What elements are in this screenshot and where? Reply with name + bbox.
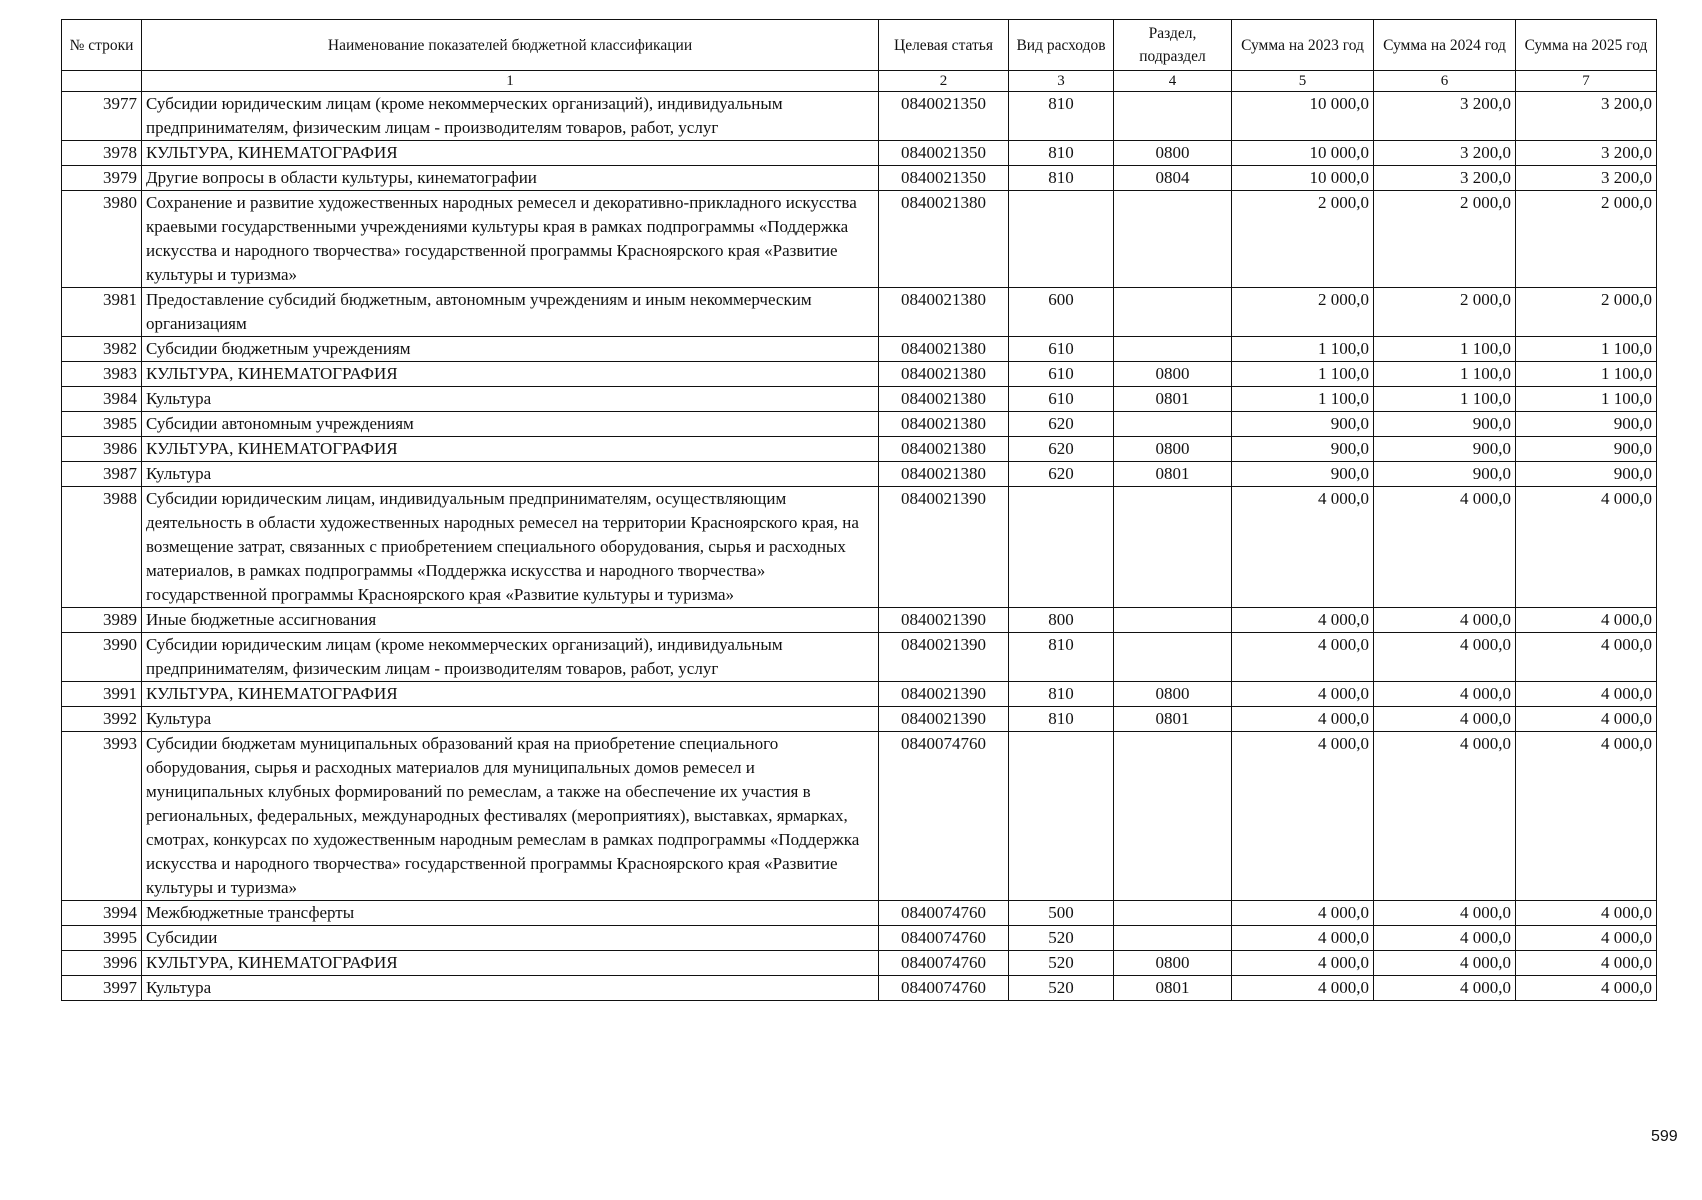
indicator-name: Культура	[142, 462, 879, 487]
target-article: 0840021390	[879, 633, 1009, 682]
expense-type: 810	[1009, 92, 1114, 141]
sum-2024: 3 200,0	[1374, 166, 1516, 191]
expense-type: 810	[1009, 707, 1114, 732]
sum-2024: 4 000,0	[1374, 732, 1516, 901]
sum-2024: 1 100,0	[1374, 387, 1516, 412]
sum-2023: 4 000,0	[1232, 901, 1374, 926]
sum-2023: 2 000,0	[1232, 191, 1374, 288]
row-number: 3983	[62, 362, 142, 387]
indicator-name: Культура	[142, 707, 879, 732]
expense-type: 620	[1009, 412, 1114, 437]
row-number: 3992	[62, 707, 142, 732]
sum-2024: 4 000,0	[1374, 487, 1516, 608]
header-section: Раздел, подраздел	[1114, 20, 1232, 71]
sum-2023: 4 000,0	[1232, 926, 1374, 951]
expense-type: 810	[1009, 166, 1114, 191]
indicator-name: КУЛЬТУРА, КИНЕМАТОГРАФИЯ	[142, 362, 879, 387]
expense-type: 810	[1009, 682, 1114, 707]
row-number: 3986	[62, 437, 142, 462]
target-article: 0840021380	[879, 462, 1009, 487]
column-number: 4	[1114, 71, 1232, 92]
table-row	[62, 166, 1657, 191]
sum-2025: 1 100,0	[1516, 362, 1657, 387]
sum-2024: 4 000,0	[1374, 608, 1516, 633]
header-row-no: № строки	[62, 20, 142, 71]
sum-2025: 2 000,0	[1516, 288, 1657, 337]
target-article: 0840021380	[879, 337, 1009, 362]
indicator-name: Субсидии автономным учреждениям	[142, 412, 879, 437]
section-subsection	[1114, 191, 1232, 288]
table-row	[62, 926, 1657, 951]
sum-2025: 4 000,0	[1516, 608, 1657, 633]
target-article: 0840021350	[879, 166, 1009, 191]
section-subsection: 0801	[1114, 707, 1232, 732]
section-subsection	[1114, 608, 1232, 633]
column-number: 2	[879, 71, 1009, 92]
indicator-name: КУЛЬТУРА, КИНЕМАТОГРАФИЯ	[142, 951, 879, 976]
row-number: 3996	[62, 951, 142, 976]
expense-type: 520	[1009, 976, 1114, 1001]
target-article: 0840074760	[879, 976, 1009, 1001]
expense-type	[1009, 191, 1114, 288]
table-row	[62, 976, 1657, 1001]
row-number: 3984	[62, 387, 142, 412]
indicator-name: Предоставление субсидий бюджетным, автономным учреждениям и иным некоммерческим организациям	[142, 288, 879, 337]
sum-2023: 2 000,0	[1232, 288, 1374, 337]
expense-type: 610	[1009, 387, 1114, 412]
sum-2023: 1 100,0	[1232, 337, 1374, 362]
header-name: Наименование показателей бюджетной классификации	[142, 20, 879, 71]
target-article: 0840021380	[879, 387, 1009, 412]
sum-2025: 4 000,0	[1516, 633, 1657, 682]
indicator-name: Межбюджетные трансферты	[142, 901, 879, 926]
row-number: 3980	[62, 191, 142, 288]
target-article: 0840021380	[879, 362, 1009, 387]
sum-2023: 4 000,0	[1232, 976, 1374, 1001]
section-subsection: 0800	[1114, 951, 1232, 976]
sum-2025: 4 000,0	[1516, 707, 1657, 732]
section-subsection: 0800	[1114, 362, 1232, 387]
sum-2025: 4 000,0	[1516, 682, 1657, 707]
expense-type: 600	[1009, 288, 1114, 337]
target-article: 0840021390	[879, 487, 1009, 608]
sum-2023: 900,0	[1232, 412, 1374, 437]
target-article: 0840021380	[879, 191, 1009, 288]
indicator-name: Субсидии бюджетным учреждениям	[142, 337, 879, 362]
section-subsection	[1114, 412, 1232, 437]
expense-type: 610	[1009, 337, 1114, 362]
indicator-name: КУЛЬТУРА, КИНЕМАТОГРАФИЯ	[142, 141, 879, 166]
sum-2023: 10 000,0	[1232, 141, 1374, 166]
table-row	[62, 92, 1657, 141]
section-subsection	[1114, 732, 1232, 901]
sum-2025: 3 200,0	[1516, 141, 1657, 166]
sum-2023: 4 000,0	[1232, 633, 1374, 682]
column-number: 6	[1374, 71, 1516, 92]
target-article: 0840074760	[879, 951, 1009, 976]
indicator-name: Культура	[142, 387, 879, 412]
header-sum-2023: Сумма на 2023 год	[1232, 20, 1374, 71]
sum-2025: 3 200,0	[1516, 166, 1657, 191]
sum-2025: 4 000,0	[1516, 926, 1657, 951]
sum-2024: 2 000,0	[1374, 288, 1516, 337]
expense-type: 810	[1009, 633, 1114, 682]
table-row	[62, 633, 1657, 682]
indicator-name: Субсидии	[142, 926, 879, 951]
row-number: 3981	[62, 288, 142, 337]
sum-2023: 4 000,0	[1232, 682, 1374, 707]
section-subsection: 0801	[1114, 462, 1232, 487]
section-subsection	[1114, 92, 1232, 141]
sum-2025: 1 100,0	[1516, 387, 1657, 412]
indicator-name: КУЛЬТУРА, КИНЕМАТОГРАФИЯ	[142, 437, 879, 462]
sum-2024: 900,0	[1374, 437, 1516, 462]
expense-type: 520	[1009, 926, 1114, 951]
sum-2025: 4 000,0	[1516, 951, 1657, 976]
expense-type: 800	[1009, 608, 1114, 633]
target-article: 0840074760	[879, 732, 1009, 901]
sum-2025: 4 000,0	[1516, 901, 1657, 926]
indicator-name: Сохранение и развитие художественных народных ремесел и декоративно-прикладного искусства краевыми государственными учреждениями культуры края в рамках подпрограммы «Поддержка искусства и народного творчества» государственной программы Красноярского края «Развитие культуры и туризма»	[142, 191, 879, 288]
sum-2025: 4 000,0	[1516, 487, 1657, 608]
table-row	[62, 191, 1657, 288]
sum-2023: 900,0	[1232, 462, 1374, 487]
row-number: 3990	[62, 633, 142, 682]
table-row	[62, 732, 1657, 901]
sum-2024: 4 000,0	[1374, 976, 1516, 1001]
expense-type: 620	[1009, 437, 1114, 462]
sum-2025: 2 000,0	[1516, 191, 1657, 288]
target-article: 0840021390	[879, 707, 1009, 732]
sum-2025: 900,0	[1516, 437, 1657, 462]
section-subsection	[1114, 337, 1232, 362]
sum-2023: 4 000,0	[1232, 608, 1374, 633]
column-number: 7	[1516, 71, 1657, 92]
row-number: 3995	[62, 926, 142, 951]
row-number: 3979	[62, 166, 142, 191]
table-header-row	[62, 20, 1657, 71]
expense-type: 610	[1009, 362, 1114, 387]
table-row	[62, 682, 1657, 707]
column-number: 1	[142, 71, 879, 92]
row-number: 3988	[62, 487, 142, 608]
sum-2024: 1 100,0	[1374, 337, 1516, 362]
row-number: 3993	[62, 732, 142, 901]
section-subsection	[1114, 926, 1232, 951]
target-article: 0840021380	[879, 412, 1009, 437]
sum-2024: 4 000,0	[1374, 633, 1516, 682]
indicator-name: Субсидии юридическим лицам (кроме некоммерческих организаций), индивидуальным предпринимателям, физическим лицам - производителям товаров, работ, услуг	[142, 92, 879, 141]
table-row	[62, 337, 1657, 362]
sum-2023: 1 100,0	[1232, 362, 1374, 387]
sum-2025: 3 200,0	[1516, 92, 1657, 141]
sum-2024: 4 000,0	[1374, 926, 1516, 951]
target-article: 0840021390	[879, 682, 1009, 707]
target-article: 0840074760	[879, 901, 1009, 926]
indicator-name: Культура	[142, 976, 879, 1001]
page-number: 599	[1651, 1128, 1678, 1145]
sum-2024: 4 000,0	[1374, 707, 1516, 732]
sum-2023: 10 000,0	[1232, 92, 1374, 141]
table-row	[62, 362, 1657, 387]
header-sum-2025: Сумма на 2025 год	[1516, 20, 1657, 71]
target-article: 0840021350	[879, 92, 1009, 141]
sum-2025: 1 100,0	[1516, 337, 1657, 362]
header-expense-type: Вид расходов	[1009, 20, 1114, 71]
row-number: 3978	[62, 141, 142, 166]
table-row	[62, 387, 1657, 412]
target-article: 0840021380	[879, 288, 1009, 337]
section-subsection	[1114, 487, 1232, 608]
sum-2024: 2 000,0	[1374, 191, 1516, 288]
section-subsection: 0804	[1114, 166, 1232, 191]
column-number: 3	[1009, 71, 1114, 92]
table-row	[62, 437, 1657, 462]
target-article: 0840021390	[879, 608, 1009, 633]
sum-2024: 3 200,0	[1374, 141, 1516, 166]
table-row	[62, 707, 1657, 732]
sum-2024: 900,0	[1374, 462, 1516, 487]
table-row	[62, 412, 1657, 437]
expense-type	[1009, 487, 1114, 608]
section-subsection	[1114, 901, 1232, 926]
expense-type: 810	[1009, 141, 1114, 166]
expense-type	[1009, 732, 1114, 901]
sum-2023: 4 000,0	[1232, 707, 1374, 732]
sum-2023: 4 000,0	[1232, 951, 1374, 976]
indicator-name: КУЛЬТУРА, КИНЕМАТОГРАФИЯ	[142, 682, 879, 707]
budget-table	[61, 19, 1657, 1001]
row-number: 3982	[62, 337, 142, 362]
section-subsection	[1114, 288, 1232, 337]
section-subsection: 0800	[1114, 682, 1232, 707]
header-sum-2024: Сумма на 2024 год	[1374, 20, 1516, 71]
sum-2023: 4 000,0	[1232, 732, 1374, 901]
sum-2024: 1 100,0	[1374, 362, 1516, 387]
table-row	[62, 141, 1657, 166]
indicator-name: Субсидии юридическим лицам, индивидуальным предпринимателям, осуществляющим деятельность в области художественных народных ремесел на территории Красноярского края, на возмещение затрат, связанных с приобретением специального оборудования, сырья и расходных материалов, в рамках подпрограммы «Поддержка искусства и народного творчества» государственной программы Красноярского края «Развитие культуры и туризма»	[142, 487, 879, 608]
row-number: 3977	[62, 92, 142, 141]
row-number: 3987	[62, 462, 142, 487]
column-number-row	[62, 71, 1657, 92]
expense-type: 520	[1009, 951, 1114, 976]
section-subsection: 0800	[1114, 141, 1232, 166]
target-article: 0840074760	[879, 926, 1009, 951]
section-subsection: 0801	[1114, 976, 1232, 1001]
sum-2024: 4 000,0	[1374, 901, 1516, 926]
sum-2023: 900,0	[1232, 437, 1374, 462]
table-row	[62, 288, 1657, 337]
indicator-name: Субсидии юридическим лицам (кроме некоммерческих организаций), индивидуальным предпринимателям, физическим лицам - производителям товаров, работ, услуг	[142, 633, 879, 682]
section-subsection	[1114, 633, 1232, 682]
sum-2024: 4 000,0	[1374, 951, 1516, 976]
row-number: 3991	[62, 682, 142, 707]
table-row	[62, 487, 1657, 608]
indicator-name: Иные бюджетные ассигнования	[142, 608, 879, 633]
table-row	[62, 608, 1657, 633]
sum-2023: 10 000,0	[1232, 166, 1374, 191]
row-number: 3985	[62, 412, 142, 437]
table-body	[62, 92, 1657, 1001]
indicator-name: Другие вопросы в области культуры, кинематографии	[142, 166, 879, 191]
sum-2023: 4 000,0	[1232, 487, 1374, 608]
column-number: 5	[1232, 71, 1374, 92]
sum-2025: 4 000,0	[1516, 976, 1657, 1001]
sum-2024: 3 200,0	[1374, 92, 1516, 141]
table-row	[62, 462, 1657, 487]
sum-2025: 4 000,0	[1516, 732, 1657, 901]
expense-type: 620	[1009, 462, 1114, 487]
header-target: Целевая статья	[879, 20, 1009, 71]
sum-2023: 1 100,0	[1232, 387, 1374, 412]
sum-2025: 900,0	[1516, 412, 1657, 437]
sum-2025: 900,0	[1516, 462, 1657, 487]
target-article: 0840021380	[879, 437, 1009, 462]
column-number	[62, 71, 142, 92]
target-article: 0840021350	[879, 141, 1009, 166]
table-row	[62, 951, 1657, 976]
row-number: 3994	[62, 901, 142, 926]
row-number: 3989	[62, 608, 142, 633]
sum-2024: 4 000,0	[1374, 682, 1516, 707]
indicator-name: Субсидии бюджетам муниципальных образований края на приобретение специального оборудования, сырья и расходных материалов для муниципальных домов ремесел и муниципальных клубных формирований по ремеслам, а также на обеспечение их участия в региональных, федеральных, международных фестивалях (мероприятиях), выставках, ярмарках, смотрах, конкурсах по художественным народным ремеслам в рамках подпрограммы «Поддержка искусства и народного творчества» государственной программы Красноярского края «Развитие культуры и туризма»	[142, 732, 879, 901]
section-subsection: 0800	[1114, 437, 1232, 462]
section-subsection: 0801	[1114, 387, 1232, 412]
table-row	[62, 901, 1657, 926]
expense-type: 500	[1009, 901, 1114, 926]
sum-2024: 900,0	[1374, 412, 1516, 437]
row-number: 3997	[62, 976, 142, 1001]
